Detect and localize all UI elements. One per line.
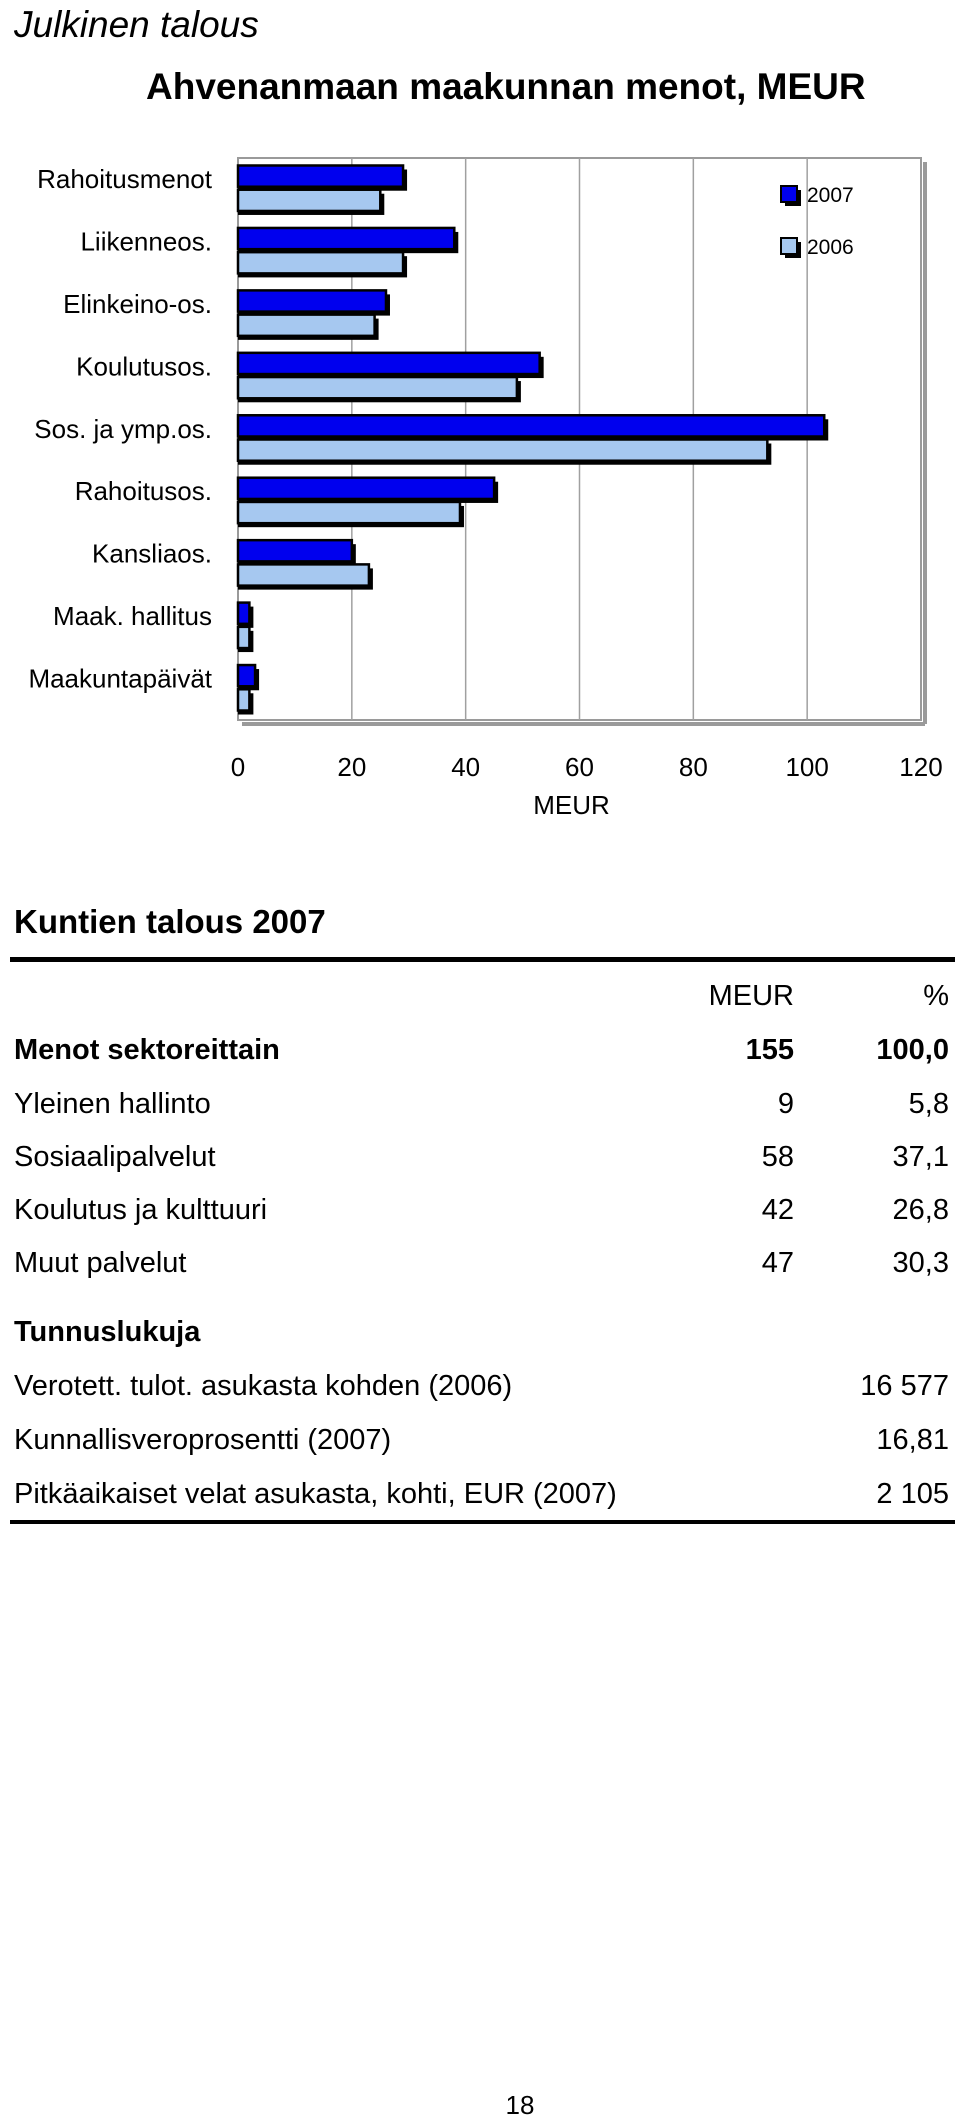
row-meur-value: 155 [745,1034,794,1066]
subsection-title [14,1312,949,1352]
table-top-rule [10,957,955,962]
y-category-label: Sos. ja ymp.os. [34,413,212,444]
legend-label: 2007 [807,184,854,207]
row-label: Menot sektoreittain [14,1034,280,1066]
indicator-value: 2 105 [876,1478,949,1510]
legend-swatch-2007 [781,186,797,202]
row-percent-value: 37,1 [892,1141,949,1173]
table-title: Kuntien talous 2007 [14,903,326,940]
y-category-label: Rahoitusos. [74,476,212,507]
y-category-label: Elinkeino-os. [63,288,212,319]
bar-2007 [238,165,403,186]
row-meur-value: 47 [761,1247,794,1279]
row-label: Sosiaalipalvelut [14,1141,216,1173]
bar-2007 [238,540,352,561]
legend-swatch-2006 [781,238,797,254]
x-tick-label: 0 [230,752,246,782]
x-tick-label: 40 [451,752,481,782]
y-category-label: Rahoitusmenot [37,163,212,194]
y-category-label: Maakuntapäivät [28,663,212,694]
indicator-value: 16 577 [860,1370,949,1402]
indicator-row [14,1420,949,1460]
row-meur-value: 42 [761,1194,794,1226]
legend-label: 2006 [807,236,854,259]
bar-2006 [238,502,460,523]
expenditure-bar-chart [0,150,960,830]
row-meur-value: 58 [761,1141,794,1173]
table-row [14,1137,949,1177]
page-number: 18 [505,2090,535,2120]
y-category-label: Liikenneos. [80,226,212,257]
column-header-percent: % [923,980,949,1012]
row-percent-value: 100,0 [876,1034,949,1066]
bar-2006 [238,377,517,398]
table-row [14,1243,949,1283]
bar-2007 [238,603,249,624]
section-title: Julkinen talous [14,4,259,45]
row-label: Muut palvelut [14,1247,187,1279]
y-category-label: Maak. hallitus [53,601,212,632]
indicator-row [14,1366,949,1406]
y-category-label: Koulutusos. [76,351,212,382]
x-tick-label: 60 [565,752,594,782]
chart-title: Ahvenanmaan maakunnan menot, MEUR [146,66,866,107]
bar-2007 [238,415,824,436]
x-axis-title: MEUR [533,790,610,820]
indicator-value: 16,81 [876,1424,949,1456]
bar-2006 [238,564,369,585]
bar-2007 [238,353,540,374]
table-header-row [14,976,949,1016]
bar-2007 [238,228,454,249]
column-header-meur: MEUR [708,980,794,1012]
x-tick-label: 120 [899,752,943,782]
indicator-row [14,1474,949,1514]
row-label: Yleinen hallinto [14,1088,211,1120]
row-meur-value: 9 [777,1088,794,1120]
bar-2006 [238,440,767,461]
table-row [14,1030,949,1070]
bar-2006 [238,252,403,273]
bar-2006 [238,315,375,336]
bar-2007 [238,665,255,686]
indicator-label: Kunnallisveroprosentti (2007) [14,1424,392,1456]
bar-2006 [238,689,249,710]
x-tick-label: 20 [337,752,367,782]
row-percent-value: 26,8 [892,1194,949,1226]
indicator-label: Verotett. tulot. asukasta kohden (2006) [14,1370,513,1402]
y-category-label: Kansliaos. [92,538,212,569]
subsection-title-text: Tunnuslukuja [14,1316,201,1348]
bar-2007 [238,290,386,311]
table-row [14,1190,949,1230]
row-percent-value: 5,8 [908,1088,949,1120]
row-label: Koulutus ja kulttuuri [14,1194,268,1226]
indicator-label: Pitkäaikaiset velat asukasta, kohti, EUR (2007) [14,1478,617,1510]
bar-2007 [238,478,494,499]
bar-2006 [238,627,249,648]
x-tick-label: 100 [785,752,829,782]
table-row [14,1084,949,1124]
bar-2006 [238,190,380,211]
row-percent-value: 30,3 [892,1247,949,1279]
x-tick-label: 80 [678,752,708,782]
table-bottom-rule [10,1520,955,1524]
